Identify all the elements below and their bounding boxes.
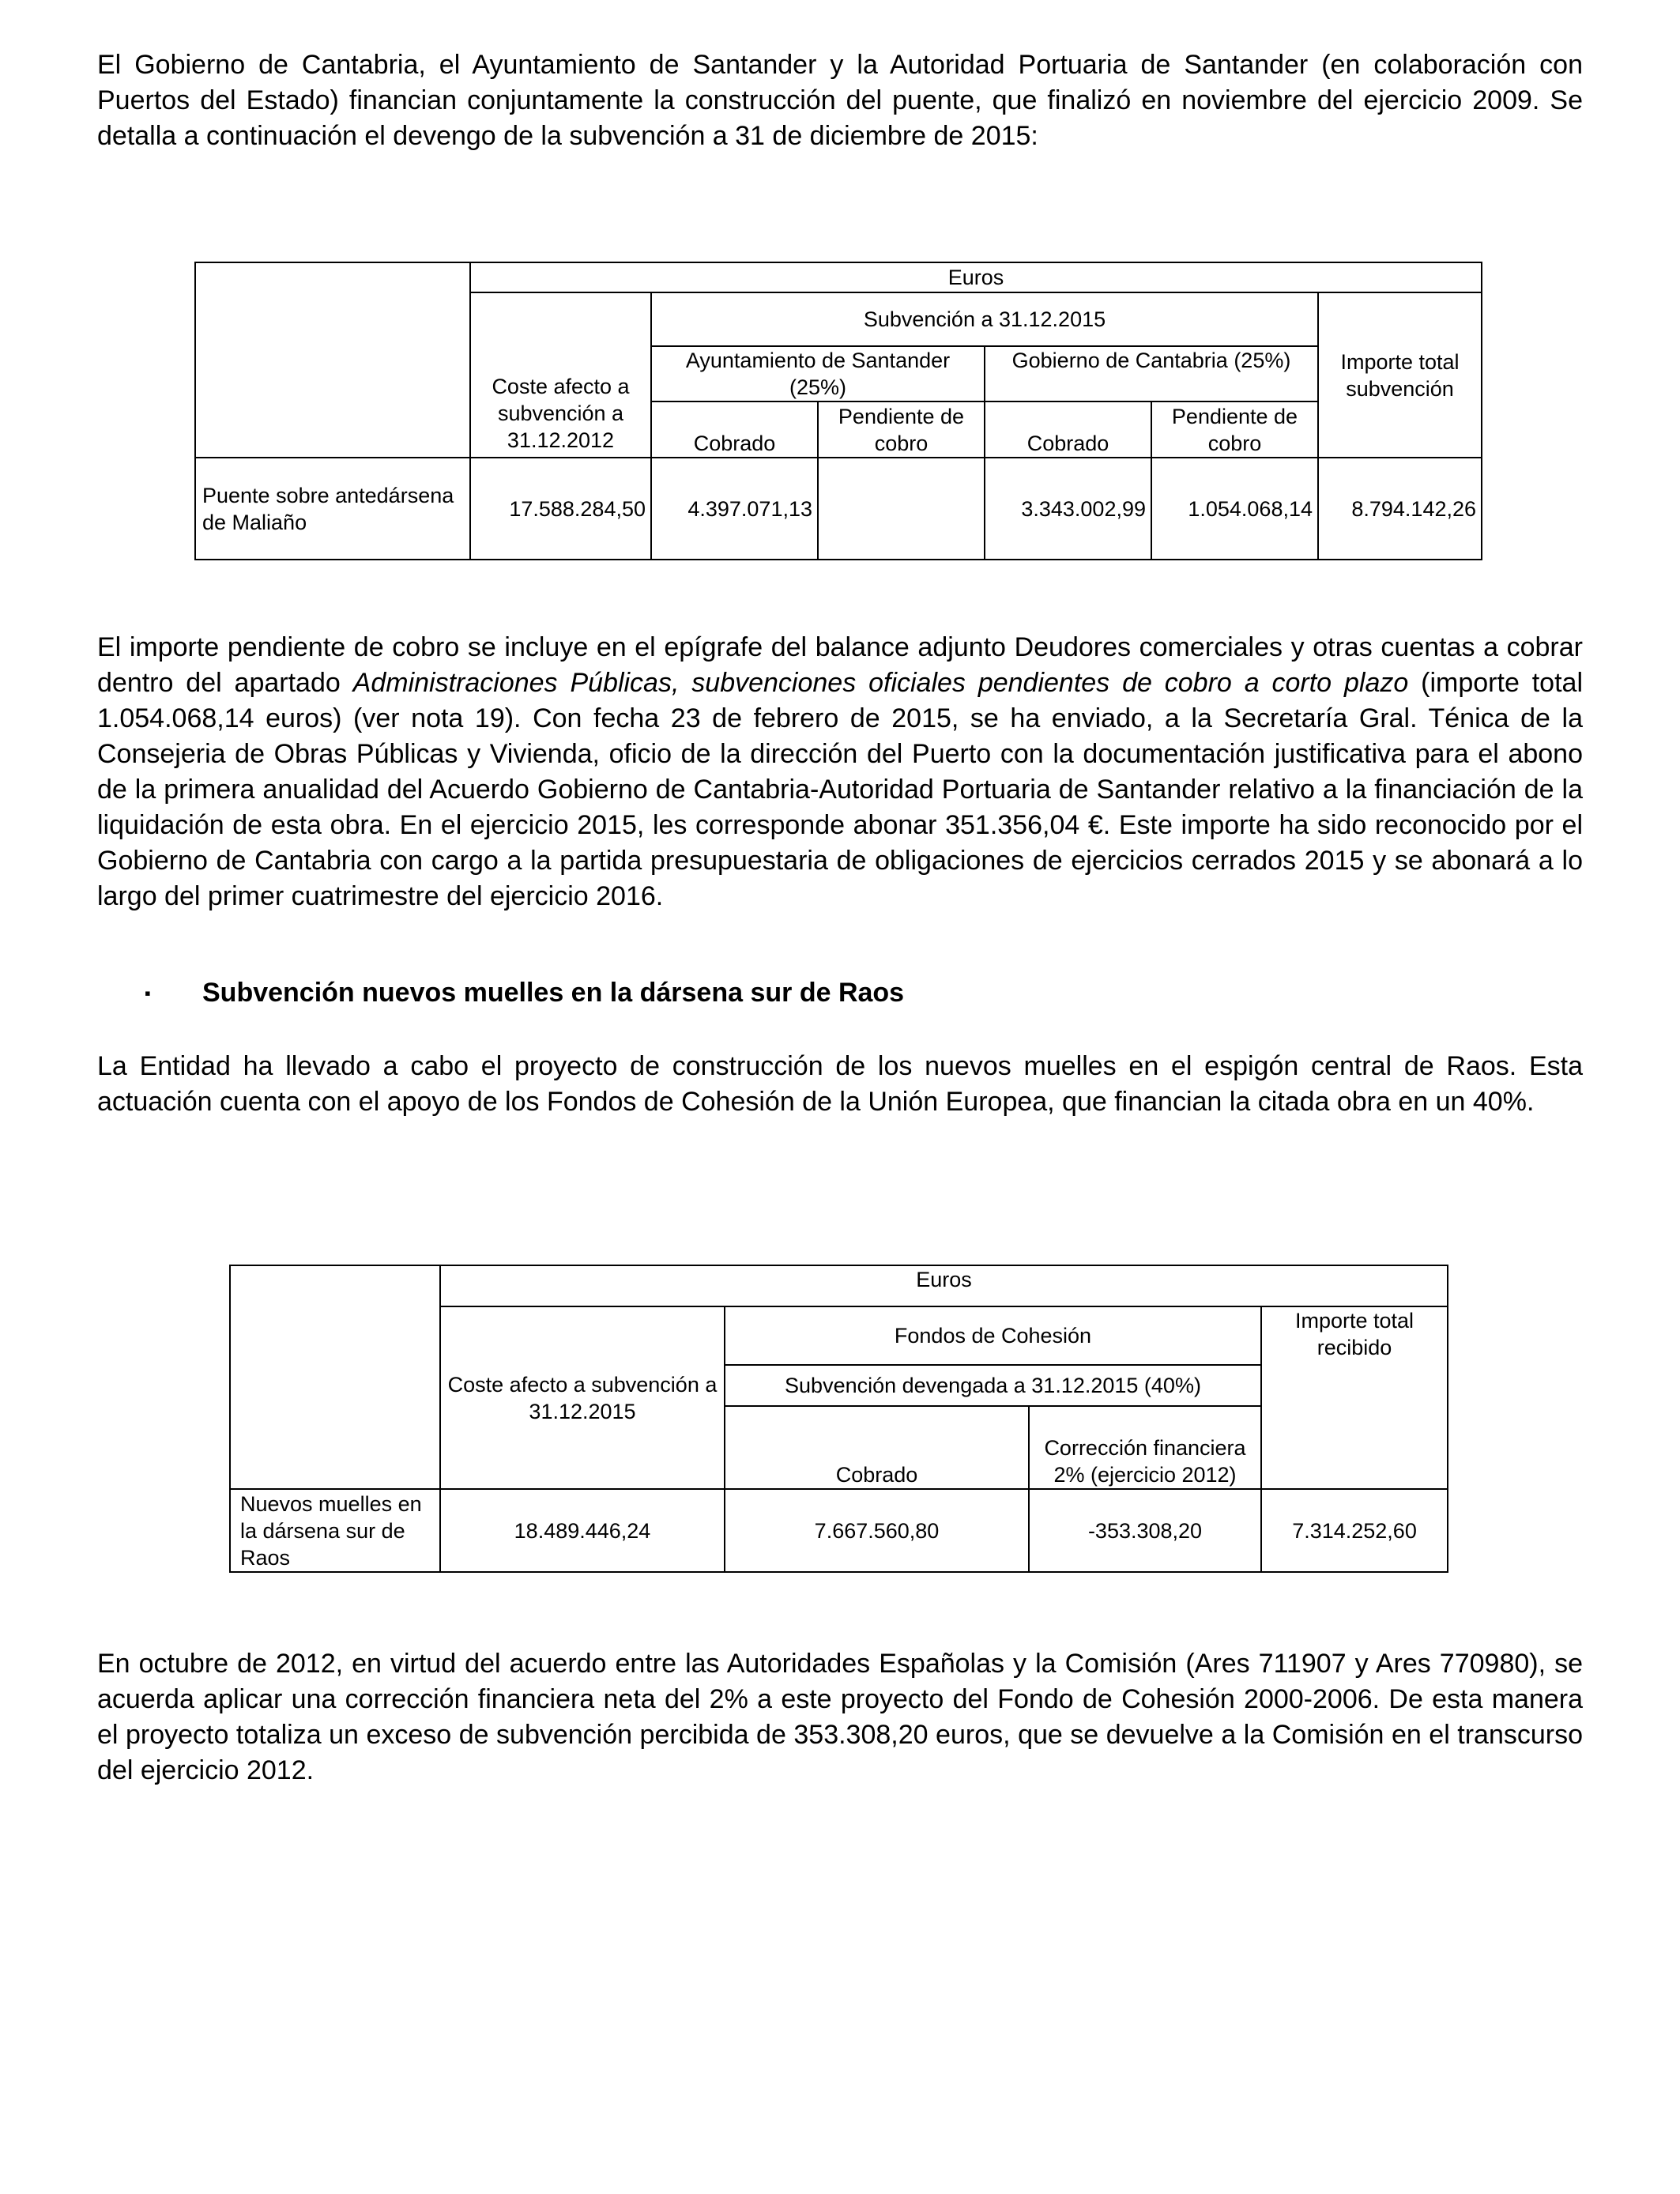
raos-paragraph: La Entidad ha llevado a cabo el proyecto de construcción de los nuevos muelles en el espigón central de Raos. Esta actuación cuenta con el apoyo de los Fondos de Cohesión de la Unión Europea, que financian la citada obra en un 40%. (97, 1051, 1583, 1117)
coste-value: 17.588.284,50 (470, 458, 651, 560)
pending-collection-paragraph (97, 630, 1583, 914)
section-heading-text: Subvención nuevos muelles en la dársena sur de Raos (202, 978, 905, 1008)
p2-italic-text: Administraciones Públicas, subvenciones oficiales pendientes de cobro a corto plazo (352, 668, 1409, 698)
subvencion-header: Subvención a 31.12.2015 (651, 292, 1318, 346)
ayto-cobrado-header: Cobrado (651, 401, 818, 458)
cobrado-header: Cobrado (725, 1406, 1029, 1489)
gob-cobrado-value: 3.343.002,99 (985, 458, 1151, 560)
table-corner-cell (195, 262, 470, 458)
euros-header: Euros (470, 262, 1482, 292)
gob-cobrado-header: Cobrado (985, 401, 1151, 458)
raos-subvencion-table (229, 1265, 1448, 1573)
importe-total-value: 7.314.252,60 (1261, 1489, 1448, 1572)
cobrado-value: 7.667.560,80 (725, 1489, 1029, 1572)
importe-total-header: Importe total recibido (1261, 1306, 1448, 1489)
importe-total-value: 8.794.142,26 (1318, 458, 1482, 560)
gob-pendiente-value: 1.054.068,14 (1151, 458, 1318, 560)
table-row (230, 1489, 1448, 1572)
coste-value: 18.489.446,24 (440, 1489, 725, 1572)
puente-subvencion-table (194, 262, 1482, 560)
bullet-icon: ▪ (145, 983, 151, 1003)
correccion-value: -353.308,20 (1029, 1489, 1261, 1572)
ayto-pendiente-value (818, 458, 985, 560)
table-row (195, 458, 1482, 560)
intro-paragraph: El Gobierno de Cantabria, el Ayuntamiento de Santander y la Autoridad Portuaria de Santander (en colaboración con Puertos del Estado) financian conjuntamente la construcción del puente, que finalizó en noviembre del ejercicio 2009. Se detalla a continuación el devengo de la subvención a 31 de diciembre de 2015: (97, 50, 1583, 151)
gobierno-header: Gobierno de Cantabria (25%) (985, 346, 1318, 401)
coste-header: Coste afecto a subvención a 31.12.2015 (440, 1306, 725, 1489)
p2-text-a: El importe pendiente de cobro se incluye en el epígrafe del balance adjunto Deudores comerciales y otras cuentas a cobrar dentro del apartado (97, 632, 1583, 698)
fondos-header: Fondos de Cohesión (725, 1306, 1261, 1365)
row-label: Nuevos muelles en la dársena sur de Raos (230, 1489, 440, 1572)
row-label: Puente sobre antedársena de Maliaño (195, 458, 470, 560)
p2-text-b: (importe total 1.054.068,14 euros) (ver nota 19). Con fecha 23 de febrero de 2015, se ha enviado, a la Secretaría Gral. Ténica de la Consejeria de Obras Públicas y Vivienda, oficio de la dirección del Puerto con la documentación justificativa para el abono de la primera anualidad del Acuerdo Gobierno de Cantabria-Autoridad Portuaria de Santander relativo a la financiación de la liquidación de esta obra. En el ejercicio 2015, les corresponde abonar 351.356,04 €. Este importe ha sido reconocido por el Gobierno de Cantabria con cargo a la partida presupuestaria de obligaciones de ejercicios cerrados 2015 y se abonará a lo largo del primer cuatrimestre del ejercicio 2016. (97, 668, 1583, 911)
ayto-cobrado-value: 4.397.071,13 (651, 458, 818, 560)
devengada-header: Subvención devengada a 31.12.2015 (40%) (725, 1365, 1261, 1406)
correccion-header: Corrección financiera 2% (ejercicio 2012) (1029, 1406, 1261, 1489)
correction-paragraph: En octubre de 2012, en virtud del acuerdo entre las Autoridades Españolas y la Comisión (Ares 711907 y Ares 770980), se acuerda aplicar una corrección financiera neta del 2% a este proyecto del Fondo de Cohesión 2000-2006. De esta manera el proyecto totaliza un exceso de subvención percibida de 353.308,20 euros, que se devuelve a la Comisión en el transcurso del ejercicio 2012. (97, 1649, 1583, 1785)
gob-pendiente-header: Pendiente de cobro (1151, 401, 1318, 458)
table-corner-cell (230, 1265, 440, 1489)
ayto-pendiente-header: Pendiente de cobro (818, 401, 985, 458)
coste-header: Coste afecto a subvención a 31.12.2012 (470, 292, 651, 458)
euros-header: Euros (440, 1265, 1448, 1306)
ayuntamiento-header: Ayuntamiento de Santander (25%) (651, 346, 985, 401)
importe-total-header: Importe total subvención (1318, 292, 1482, 458)
